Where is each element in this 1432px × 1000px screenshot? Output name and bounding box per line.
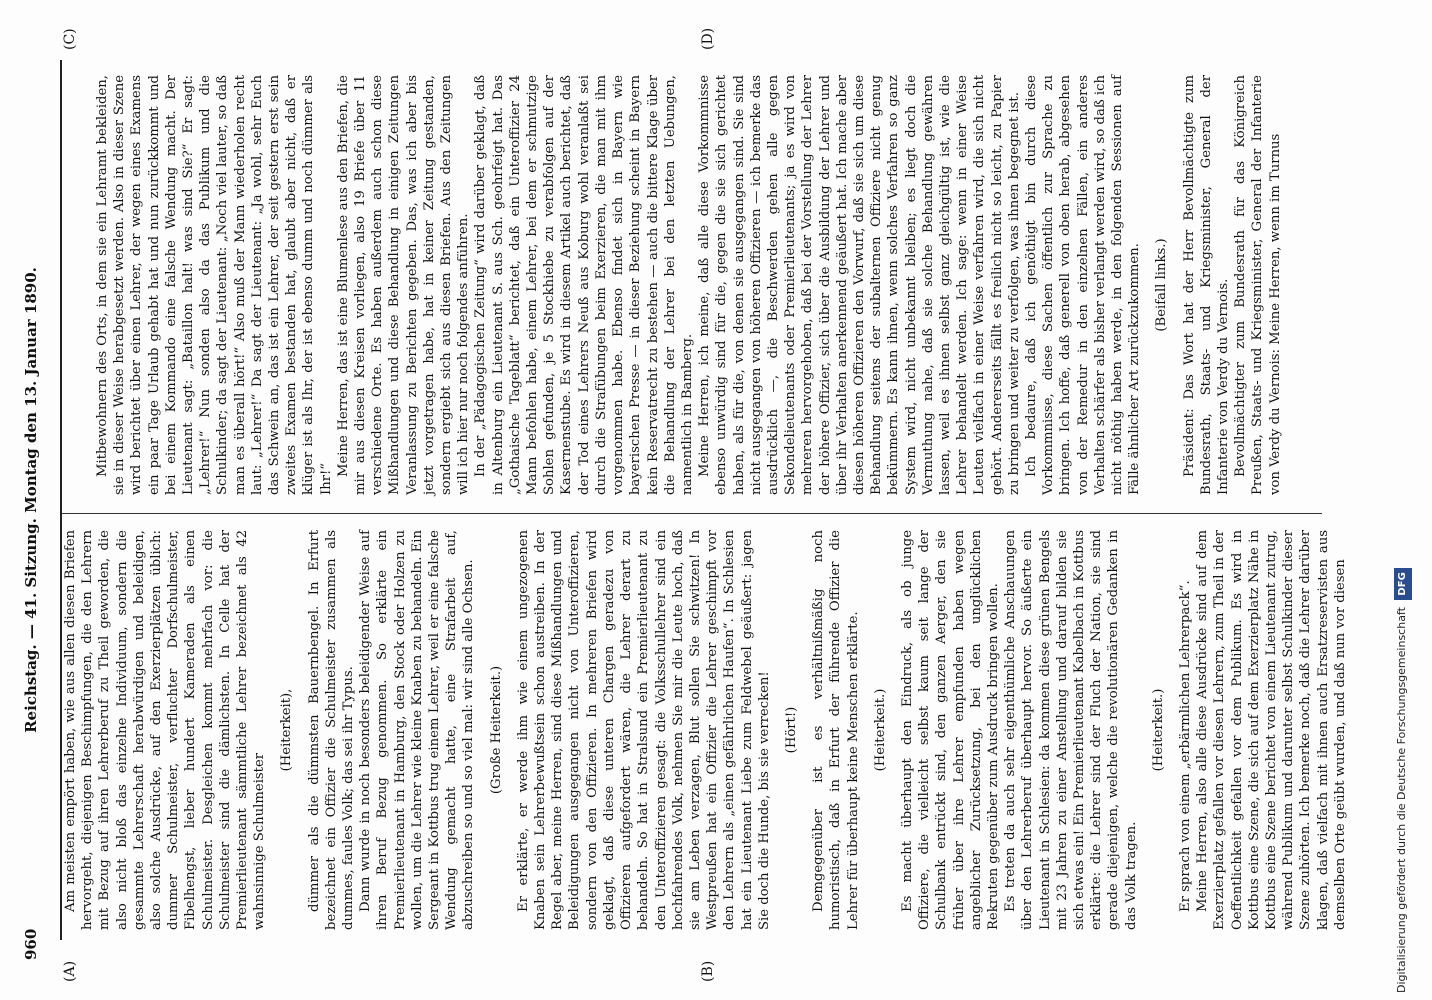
margin-mark-b: (B) (700, 960, 716, 982)
dfg-note-strip (1393, 8, 1411, 993)
paragraph: Es macht überhaupt den Eindruck, als ob junge Offiziere, die vielleicht selbst kaum seit lange der Schulbank entrückt sind, den ganzen Aerger, den sie früher über ihre Lehrer empfunden haben wegen angeblicher Zurücksetzung, bei den unglücklichen Rekruten gegenüber zum Ausdruck bringen wollen. (899, 530, 1001, 930)
margin-mark-d: (D) (700, 27, 716, 50)
interjection: (Hört!) (783, 706, 799, 754)
interjection: (Große Heiterkeit.) (488, 665, 504, 795)
dfg-note-text: Digitalisierung gefördert durch die Deutsche Forschungsgemeinschaft (1395, 607, 1408, 993)
right-text-column (94, 75, 1284, 495)
column-divider (62, 513, 1322, 514)
interjection: (Beifall links.) (1154, 238, 1170, 332)
interjection: (Heiterkeit.) (872, 688, 888, 772)
page-number: 960 (22, 928, 40, 960)
paragraph: In der „Pädagogischen Zeitung“ wird darüber geklagt, daß in Altenburg ein Lieutenant S. aus Sch. geohrfeigt hat. Das „Gothaische Tageblatt“ berichtet, daß ein Unteroffizier 24 Mann befohlen habe, einem Lehrer, bei dem er schmutzige Sohlen gefunden, je 5 Stockhiebe zu verabfolgen auf der Kasernenstube. Es wird in diesem Artikel auch berichtet, daß der Tod eines Lehrers Neuß aus Koburg wohl veranlaßt sei durch die Strafübungen beim Exerzieren, die man mit ihm vorgenommen habe. Ebenso findet sich in Bayern wie bayerischen Presse — in dieser Beziehung scheint in Bayern kein Reservatrecht zu bestehen — auch die bittere Klage über die Behandlung der Lehrer bei den letzten Uebungen, namentlich in Bamberg. (473, 75, 695, 495)
dfg-logo: DFG (1394, 568, 1412, 599)
paragraph: Dann wurde in noch besonders beleidigender Weise auf ihren Beruf Bezug genommen. So erklärte ein Premierlieutenant in Hamburg, den Stock oder Holzen zu wollen, um die Lehrer wie kleine Knaben zu behandeln. Ein Sergeant in Kottbus trug einem Lehrer, weil er eine falsche Wendung gemacht hatte, eine Strafarbeit auf, abzuschreiben so und so viel mal: wir sind alle Ochsen. (358, 530, 477, 930)
paragraph: Ich bedaure, daß ich genöthigt bin durch diese Vorkommnisse, diese Sachen öffentlich zur Sprache zu bringen. Ich hoffe, daß generell von oben herab, abgesehen von der Remedur in den einzelnen Fällen, ein anderes Verhalten schärfer als bisher verlangt werden wird, so daß ich nicht nöthig haben werde, in den folgenden Sessionen auf Fälle ähnlicher Art zurückzukommen. (1023, 75, 1143, 495)
paragraph: Demgegenüber ist es verhältnißmäßig noch humoristisch, daß in Erfurt der führende Offizier die Lehrer für überhaupt keine Menschen erklärte. (811, 530, 861, 930)
paragraph: Meine Herren, das ist eine Blumenlese aus den Briefen, die mir aus diesen Kreisen vorliegen, also 19 Briefe über 11 verschiedene Orte. Es haben außerdem auch schon diese Mißhandlungen und diese Behandlung in einigen Zeitungen Veranlassung zu Berichten gegeben. Das, was ich aber bis jetzt vorgetragen habe, hat in keiner Zeitung gestanden, sondern ergiebt sich aus diesen Briefen. Aus den Zeitungen will ich hier nur noch folgendes anführen. (335, 75, 472, 495)
paragraph: Er sprach von einem „erbärmlichen Lehrerpack“. (1177, 580, 1193, 912)
paragraph: Meine Herren, also alle diese Ausdrücke sind auf dem Exerzierplatz gefallen vor diesen Lehrern, zum Theil in der Oeffentlichkeit gefallen vor dem Publikum. Es wird in Kottbus eine Szene, die sich auf dem Exerzierplatz Nähe in Kottbus eine Szene berichtet von einem Lieutenant zutrug, während Publikum und darunter selbst Schulkinder dieser Szene zuhörten. Ich bemerke noch, daß die Lehrer darüber klagen, daß vielfach mit ihnen auch Ersatzreservisten aus demselben Orte geübt wurden, und daß nun vor diesen (1195, 530, 1348, 930)
paragraph: Mitbewohnern des Orts, in dem sie ein Lehramt bekleiden, sie in dieser Weise herabgesetzt werden. Also in dieser Szene wird berichtet über einen Lehrer, der wegen eines Examens ein paar Tage Urlaub gehabt hat und nun zurückkommt und bei einem Kommando eine falsche Wendung macht. Der Lieutenant sagt: „Bataillon halt! was sind Sie?“ Er sagt: „Lehrer!“ Nun sonden also da das Publikum und die Schulkinder; da sagt der Lieutenant: „Noch viel lauter, so daß man es überall hört!“ Also muß der Mann wiederholen recht laut: „Lehrer!“ Da sagt der Lieutenant: „Ja wohl, sehr Euch das Schwein an, das ist ein Lehrer, der seit gestern erst sein zweites Examen bestanden hat, glaubt aber nicht, daß er klüger ist als Ihr, der ist ebenso dumm und noch dümmer als Ihr!“ (95, 75, 334, 495)
paragraph: Meine Herren, ich meine, daß alle diese Vorkommnisse ebenso unwürdig sind für die, gegen die sie sich gerichtet haben, als für die, von denen sie ausgegangen sind. Sie sind nicht ausgegangen von höheren Offizieren — ich bemerke das ausdrücklich —, die Beschwerden gehen alle gegen Sekondelieutenants oder Premierlieutenants; ja es wird von mehreren hervorgehoben, daß bei der Vorstellung der Lehrer der höhere Offizier, sich über die Ausbildung der Lehrer und über ihr Verhalten anerkennend geäußert hat. Ich mache aber diesen höheren Offizieren den Vorwurf, daß sie sich um diese Behandlung seitens der subalternen Offiziere nicht genug bekümmern. Es kann ihnen, wenn solches Verfahren so ganz System wird, nicht unbekannt bleiben; es liegt doch die Vermuthung nahe, daß sie solche Behandlung gewähren lassen, weil es ihnen selbst ganz gleichgültig ist, wie die Lehrer behandelt werden. Ich sage: wenn in einer Weise Leuten vielfach in einer Weise verfahren wird, die sich nicht gehört. Andererseits fällt es freilich nicht so leicht, zu Papier zu bringen und weiter zu verfolgen, was ihnen begegnet ist. (697, 75, 1022, 495)
interjection: (Heiterkeit), (279, 688, 295, 772)
paragraph: Bevollmächtigter zum Bundesrath für das Königreich Preußen, Staats- und Kriegsminister, General der Infanterie von Verdy du Vernois: Meine Herren, wenn im Turnus (1233, 75, 1283, 495)
paragraph: Präsident: Das Wort hat der Herr Bevollmächtigte zum Bundesrath, Staats- und Kriegsminister, General der Infanterie von Verdy du Vernois. (1181, 75, 1231, 495)
running-header (22, 40, 46, 960)
paragraph: Am meisten empört haben, wie aus allen diesen Briefen hervorgeht, diejenigen Beschimpfungen, die den Lehrern mit Bezug auf ihren Lehrerberuf zu Theil geworden, die also nicht bloß das einzelne Individuum, sondern die gesammte Lehrerschaft herabwürdigen und beleidigen, also solche Ausdrücke, auf den Exerzierplätzen üblich: dummer Schulmeister, verfluchter Dorfschulmeister, Fibelhengst, lieber hundert Kameraden als einen Schulmeister. Desgleichen kommt mehrfach vor: die Schulmeister sind die dämlichsten. In Celle hat der Premierlieutenant sämmtliche Lehrer bezeichnet als 42 wahnsinnige Schulmeister (63, 530, 268, 930)
left-text-column (62, 530, 1349, 930)
interjection: (Heiterkeit.) (1150, 688, 1166, 772)
paragraph: dümmer als die dümmsten Bauernbengel. In Erfurt bezeichnet ein Offizier die Schulmeister zusammen als dummes, faules Volk; das sei ihr Typus. (306, 530, 357, 930)
dfg-note (1393, 8, 1411, 993)
paragraph: Es treten da auch sehr eigenthümliche Anschauungen über den Lehrerberuf überhaupt hervor. So äußerte ein Lieutenant in Schlesien: da kommen diese grünen Bengels mit 23 Jahren zu einer Anstellung und darauf bilden sie sich etwas ein! Ein Premierlieutenant Kabelbach in Kottbus erklärte: die Lehrer sind der Fluch der Nation, sie sind gerade diejenigen, welche die revolutionären Gedanken in das Volk tragen. (1003, 530, 1139, 930)
paragraph: Er erklärte, er werde ihm wie einem ungezogenen Knaben sein Lehrerbewußtsein schon austreiben. In der Regel aber, meine Herren, sind diese Mißhandlungen und Beleidigungen ausgegangen nicht von Unteroffizieren, sondern von den Offizieren. In mehreren Briefen wird geklagt, daß diese unteren Chargen geradezu von Offizieren aufgefordert wären, die Lehrer derart zu behandeln. So hat in Stralsund ein Premierlieutenant zu den Unteroffizieren gesagt: die Volksschullehrer sind ein hochfahrendes Volk, nehmen Sie mir die Leute hoch, daß sie am Leben verzagen, Blut sollen Sie schwitzen! In Westpreußen hat ein Offizier die Lehrer geschimpft vor den Lehrern als „einen gefährlichen Haufen“. In Schlesien hat ein Lieutenant Liebe zum Feldwebel geäußert: jagen Sie doch die Hunde, bis sie verrecken! (515, 530, 772, 930)
running-title: Reichstag. — 41. Sitzung. Montag den 13. Januar 1890. (22, 267, 40, 733)
margin-mark-c: (C) (62, 28, 78, 50)
margin-mark-a: (A) (62, 960, 78, 982)
